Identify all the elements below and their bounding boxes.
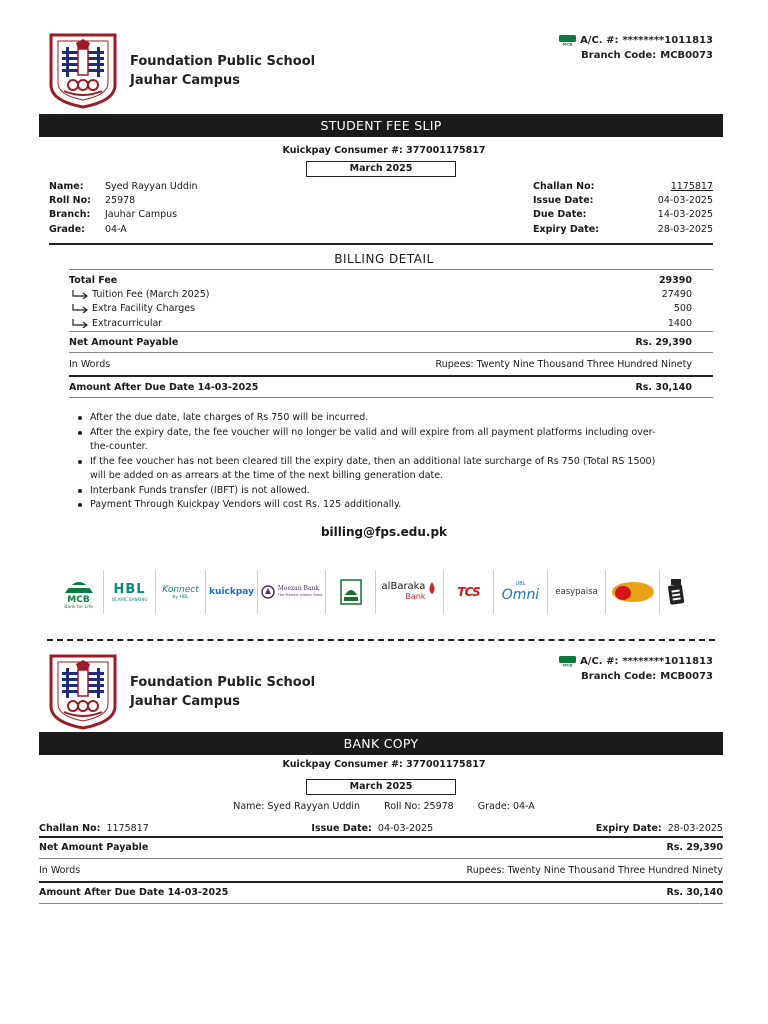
fee-item-amount: 1400: [667, 317, 692, 329]
challan-number: 1175817: [106, 822, 149, 834]
konnect-logo: Konnect by HBL: [156, 570, 206, 614]
challan-info: [533, 179, 713, 236]
roll-number: 25978: [105, 194, 136, 206]
grade-value: 04-A: [512, 801, 535, 812]
divider: [39, 881, 723, 883]
issue-date-label: Issue Date:: [311, 822, 372, 834]
branch-code-label: Branch Code:: [581, 671, 657, 682]
pos-terminal-icon: [667, 578, 687, 606]
divider: [69, 375, 713, 377]
albaraka-flame-icon: [427, 582, 437, 602]
meezan-logo: Meezan Bank The Premier Islamic Bank: [258, 570, 326, 614]
challan-number: 1175817: [670, 180, 713, 192]
divider: [39, 858, 723, 859]
net-amount-value: Rs. 29,390: [635, 336, 692, 348]
in-words-value: Rupees: Twenty Nine Thousand Three Hundred Ninety: [466, 864, 723, 876]
billing-email: billing@fps.edu.pk: [320, 525, 448, 539]
consumer-number: [0, 145, 768, 156]
net-amount-label: Net Amount Payable: [69, 336, 179, 348]
after-due-label: Amount After Due Date 14-03-2025: [69, 381, 259, 393]
divider: [69, 397, 713, 398]
nbp-logo: [326, 570, 376, 614]
consumer-value: 377001175817: [406, 145, 486, 156]
cut-line: [47, 639, 715, 641]
roll-number: 25978: [423, 801, 454, 812]
challan-label: Challan No:: [533, 180, 595, 192]
grade-label: Grade:: [49, 223, 85, 235]
billing-month: March 2025: [306, 779, 456, 795]
mcb-logo: MCB Bank for Life: [54, 570, 104, 614]
fee-item-row: [69, 316, 692, 330]
fee-item-row: [69, 287, 692, 301]
divider: [69, 331, 713, 332]
branch-label: Branch:: [49, 209, 91, 221]
in-words-row: [39, 863, 723, 877]
kuickpay-logo: kuickpay: [206, 570, 258, 614]
roll-label: Roll No:: [384, 801, 421, 812]
terms-item: Interbank Funds transfer (IBFT) is not allowed.: [78, 484, 658, 499]
issue-date: 04-03-2025: [377, 822, 434, 834]
account-info: [559, 33, 713, 63]
school-crest-logo: [48, 33, 118, 109]
name-label: Name:: [49, 180, 84, 192]
campus-name: Jauhar Campus: [130, 73, 240, 88]
terms-item: Payment Through Kuickpay Vendors will cost Rs. 125 additionally.: [78, 498, 658, 513]
school-name: Foundation Public School: [130, 675, 316, 690]
school-name: Foundation Public School: [130, 54, 316, 69]
branch-value: Jauhar Campus: [105, 209, 178, 221]
challan-label: Challan No:: [39, 822, 101, 834]
divider: [39, 836, 723, 838]
tcs-logo: TCS: [444, 570, 494, 614]
mcb-mini-icon: [559, 656, 576, 667]
divider: [69, 352, 713, 353]
in-words-row: [69, 357, 692, 371]
fee-item-label: Extra Facility Charges: [92, 302, 196, 314]
net-amount-row: [39, 840, 723, 854]
fee-item-amount: 500: [673, 302, 692, 314]
issue-date-label: Issue Date:: [533, 194, 594, 206]
after-due-row: [69, 380, 692, 394]
terms-item: After the due date, late charges of Rs 750 will be incurred.: [78, 411, 658, 426]
billing-detail-title: BILLING DETAIL: [334, 252, 434, 266]
meezan-emblem-icon: [261, 585, 275, 599]
roll-label: Roll No:: [49, 194, 91, 206]
divider: [49, 243, 713, 245]
fee-item-label: Extracurricular: [92, 317, 163, 329]
after-due-value: Rs. 30,140: [635, 381, 692, 393]
name-label: Name:: [233, 801, 265, 812]
school-crest-logo: [48, 654, 118, 730]
branch-code-label: Branch Code:: [581, 50, 657, 61]
jazzcash-emblem-icon: [611, 581, 655, 603]
fee-slip-title: STUDENT FEE SLIP: [39, 114, 723, 137]
net-amount-label: Net Amount Payable: [39, 841, 149, 853]
sub-item-arrow-icon: [69, 319, 89, 328]
pos-machine-icon: [660, 570, 694, 614]
account-label: A/C. #:: [580, 35, 619, 46]
hbl-logo: HBL ISLAMIC BANKING: [104, 570, 156, 614]
consumer-label: Kuickpay Consumer #:: [282, 145, 403, 156]
in-words-label: In Words: [39, 864, 81, 876]
expiry-date: 28-03-2025: [667, 822, 723, 834]
mcb-emblem-icon: [63, 575, 95, 595]
due-date-label: Due Date:: [533, 209, 587, 221]
branch-code: MCB0073: [660, 50, 713, 61]
expiry-date-label: Expiry Date:: [595, 822, 662, 834]
billing-month: March 2025: [306, 161, 456, 177]
albaraka-logo: alBaraka Bank: [376, 570, 444, 614]
account-number: ********1011813: [622, 35, 713, 46]
sub-item-arrow-icon: [69, 290, 89, 299]
grade-value: 04-A: [105, 223, 127, 235]
issue-date: 04-03-2025: [657, 194, 713, 206]
fee-item-label: Tuition Fee (March 2025): [92, 288, 210, 300]
fee-item-row: [69, 301, 692, 315]
student-info: [49, 179, 198, 236]
svg-text:MCB: MCB: [562, 41, 573, 46]
student-summary-line: [0, 801, 768, 812]
account-number: ********1011813: [622, 656, 713, 667]
after-due-value: Rs. 30,140: [666, 886, 723, 898]
expiry-date-label: Expiry Date:: [533, 223, 599, 235]
nbp-emblem-icon: [340, 579, 362, 605]
account-label: A/C. #:: [580, 656, 619, 667]
mcb-mini-icon: [559, 35, 576, 46]
easypaisa-logo: easypaisa: [548, 570, 606, 614]
consumer-label: Kuickpay Consumer #:: [282, 759, 403, 770]
fee-item-amount: 27490: [661, 288, 692, 300]
total-fee-row: [69, 273, 692, 287]
terms-item: If the fee voucher has not been cleared till the expiry date, then an additional late surcharge of Rs 750 (Total RS 1500) will be added on as arrears at the time of the next billing generation date.: [78, 455, 658, 484]
in-words-value: Rupees: Twenty Nine Thousand Three Hundred Ninety: [435, 358, 692, 370]
branch-code: MCB0073: [660, 671, 713, 682]
consumer-value: 377001175817: [406, 759, 486, 770]
after-due-row: [39, 885, 723, 899]
student-name: Syed Rayyan Uddin: [105, 180, 198, 192]
payment-partners-strip: [54, 569, 714, 615]
terms-list: [78, 411, 658, 513]
net-amount-row: [69, 335, 692, 349]
total-fee-value: 29390: [658, 274, 692, 286]
divider: [69, 269, 713, 270]
ubl-omni-logo: UBL Omni: [494, 570, 548, 614]
in-words-label: In Words: [69, 358, 111, 370]
challan-row: [39, 821, 723, 835]
jazzcash-logo: [606, 570, 660, 614]
grade-label: Grade:: [477, 801, 510, 812]
expiry-date: 28-03-2025: [657, 223, 713, 235]
total-fee-label: Total Fee: [69, 274, 118, 286]
bank-copy-title: BANK COPY: [39, 732, 723, 755]
divider: [39, 903, 723, 904]
account-info: [559, 654, 713, 684]
sub-item-arrow-icon: [69, 304, 89, 313]
terms-item: After the expiry date, the fee voucher will no longer be valid and will expire from all payment platforms including over-the-counter.: [78, 426, 658, 455]
due-date: 14-03-2025: [657, 209, 713, 221]
after-due-label: Amount After Due Date 14-03-2025: [39, 886, 229, 898]
campus-name: Jauhar Campus: [130, 694, 240, 709]
student-name: Syed Rayyan Uddin: [267, 801, 361, 812]
consumer-number: [0, 759, 768, 770]
svg-text:MCB: MCB: [562, 662, 573, 667]
net-amount-value: Rs. 29,390: [666, 841, 723, 853]
